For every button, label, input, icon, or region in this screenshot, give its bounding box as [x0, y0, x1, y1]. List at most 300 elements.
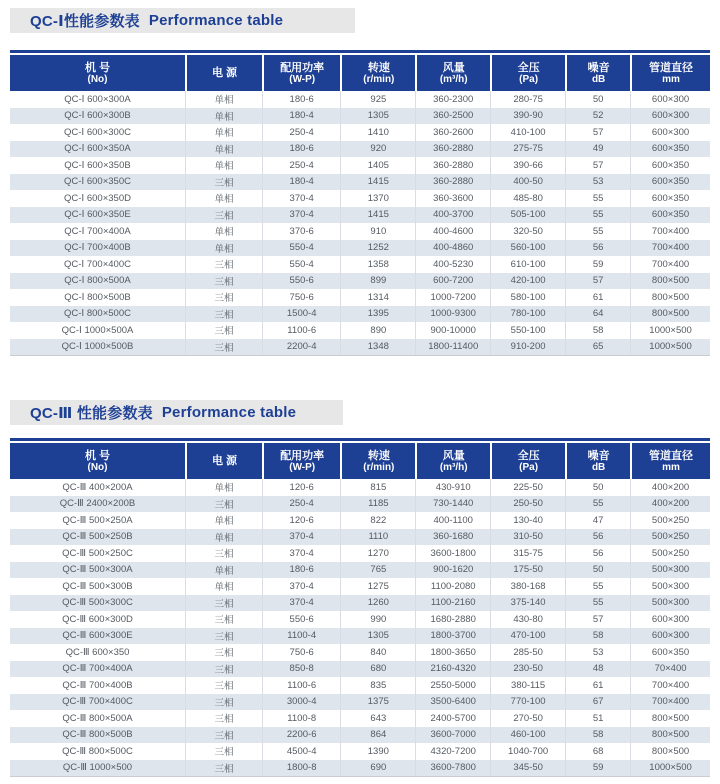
table-cell: 47: [565, 512, 630, 529]
table-cell: 800×500: [630, 306, 710, 323]
table-cell: 三相: [185, 256, 262, 273]
table-cell: 900-1620: [415, 562, 490, 579]
table-cell: 250-4: [262, 157, 340, 174]
table-row: [10, 529, 710, 546]
table-cell: 925: [340, 91, 415, 108]
table-cell: QC-Ⅲ 800×500C: [62, 745, 133, 757]
table-cell: 800×500: [630, 273, 710, 290]
table-cell: 单相: [185, 529, 262, 546]
table-cell: 1110: [340, 529, 415, 546]
table-cell: 430-80: [490, 611, 565, 628]
table-row: [10, 108, 710, 125]
table-cell: 375-140: [490, 595, 565, 612]
table-cell: 500×250: [630, 512, 710, 529]
column-header: 噪音 dB: [565, 55, 630, 91]
table-cell: QC-Ⅰ 600×350A: [64, 143, 131, 155]
table-cell: 单相: [185, 562, 262, 579]
table-cell: 2200-6: [262, 727, 340, 744]
table-cell: 56: [565, 240, 630, 257]
table-cell: 600×350: [630, 190, 710, 207]
table-cell: QC-Ⅲ 400×200A: [62, 481, 133, 493]
table-cell: 三相: [185, 174, 262, 191]
table-cell: 单相: [185, 108, 262, 125]
qc1-title-en: Performance table: [148, 12, 284, 29]
table-row: [10, 743, 710, 760]
table-cell: 53: [565, 174, 630, 191]
table-cell: 690: [340, 760, 415, 777]
table-cell: 345-50: [490, 760, 565, 777]
table-cell: 3600-7000: [415, 727, 490, 744]
table-cell: 55: [565, 578, 630, 595]
table-cell: QC-Ⅰ 800×500A: [64, 275, 131, 287]
table-cell: 360-2880: [415, 157, 490, 174]
table-cell: 400-4600: [415, 223, 490, 240]
table-row: [10, 289, 710, 306]
table-cell: 275-75: [490, 141, 565, 158]
table-cell: 57: [565, 611, 630, 628]
table-cell: 三相: [185, 628, 262, 645]
table-cell: 1100-4: [262, 628, 340, 645]
table-cell: 单相: [185, 240, 262, 257]
table-cell: 750-6: [262, 289, 340, 306]
table-cell: 56: [565, 545, 630, 562]
table-cell: 900-10000: [415, 322, 490, 339]
table-cell: 1405: [340, 157, 415, 174]
table-cell: 310-50: [490, 529, 565, 546]
table-cell: 55: [565, 207, 630, 224]
column-header: 管道直径 mm: [630, 443, 710, 479]
qc3-performance-table: [10, 438, 710, 777]
table-cell: 三相: [185, 760, 262, 777]
table-cell: 1800-3650: [415, 644, 490, 661]
table-cell: 500×250: [630, 529, 710, 546]
table-cell: 3000-4: [262, 694, 340, 711]
table-cell: 67: [565, 694, 630, 711]
table-row: [10, 479, 710, 496]
table-cell: QC-Ⅰ 600×300B: [64, 110, 131, 122]
table-cell: 800×500: [630, 743, 710, 760]
table-cell: 600×300: [630, 108, 710, 125]
column-header: 风量 (m³/h): [415, 55, 490, 91]
table-cell: 单相: [185, 124, 262, 141]
table-cell: 三相: [185, 661, 262, 678]
qc1-table-title: [10, 8, 355, 33]
table-cell: 420-100: [490, 273, 565, 290]
table-row: [10, 545, 710, 562]
table-cell: 550-6: [262, 273, 340, 290]
qc1-performance-table: [10, 50, 710, 356]
table-row: [10, 760, 710, 777]
table-cell: 700×400: [630, 223, 710, 240]
table-cell: 500×300: [630, 578, 710, 595]
table-cell: 1800-3700: [415, 628, 490, 645]
table-cell: 单相: [185, 512, 262, 529]
table-cell: 270-50: [490, 710, 565, 727]
table-cell: 4320-7200: [415, 743, 490, 760]
table-row: [10, 141, 710, 158]
table-cell: 3600-7800: [415, 760, 490, 777]
table-cell: QC-Ⅲ 2400×200B: [59, 498, 136, 510]
table-cell: 55: [565, 496, 630, 513]
table-cell: 1100-6: [262, 322, 340, 339]
table-cell: 53: [565, 644, 630, 661]
table-cell: 400-50: [490, 174, 565, 191]
table-cell: 175-50: [490, 562, 565, 579]
table-cell: 550-4: [262, 240, 340, 257]
table-cell: QC-Ⅰ 600×300A: [64, 93, 131, 105]
column-header: 全压 (Pa): [490, 443, 565, 479]
table-cell: 单相: [185, 157, 262, 174]
table-cell: QC-Ⅲ 500×250C: [62, 547, 133, 559]
table-cell: 360-2300: [415, 91, 490, 108]
table-cell: 600×350: [630, 174, 710, 191]
qc1-table-body: [10, 91, 710, 356]
table-cell: 600-7200: [415, 273, 490, 290]
table-cell: 1800-8: [262, 760, 340, 777]
table-cell: 400×200: [630, 496, 710, 513]
table-row: [10, 256, 710, 273]
table-cell: 910: [340, 223, 415, 240]
table-cell: 单相: [185, 479, 262, 496]
table-cell: 61: [565, 289, 630, 306]
table-cell: 49: [565, 141, 630, 158]
table-row: [10, 644, 710, 661]
table-row: [10, 174, 710, 191]
table-cell: 750-6: [262, 644, 340, 661]
table-row: [10, 496, 710, 513]
table-cell: 三相: [185, 545, 262, 562]
table-cell: 单相: [185, 190, 262, 207]
table-row: [10, 339, 710, 356]
table-cell: QC-Ⅲ 800×500B: [62, 729, 133, 741]
table-cell: 三相: [185, 339, 262, 356]
table-cell: 三相: [185, 273, 262, 290]
table-cell: 1000×500: [630, 339, 710, 356]
table-row: [10, 661, 710, 678]
table-cell: 1800-11400: [415, 339, 490, 356]
table-cell: 1500-4: [262, 306, 340, 323]
qc3-title-zh: QC-Ⅲ 性能参数表: [30, 405, 153, 422]
table-cell: 990: [340, 611, 415, 628]
table-cell: QC-Ⅰ 1000×500A: [61, 324, 134, 336]
table-row: [10, 157, 710, 174]
table-cell: 1000×500: [630, 760, 710, 777]
column-header: 机 号 (No): [84, 449, 111, 473]
table-row: [10, 595, 710, 612]
table-cell: 360-2880: [415, 141, 490, 158]
table-cell: 50: [565, 479, 630, 496]
table-cell: QC-Ⅲ 700×400B: [62, 679, 133, 691]
table-cell: 600×300: [630, 91, 710, 108]
table-cell: 2200-4: [262, 339, 340, 356]
table-row: [10, 727, 710, 744]
table-cell: 815: [340, 479, 415, 496]
table-row: [10, 677, 710, 694]
table-cell: QC-Ⅲ 500×300B: [62, 580, 133, 592]
table-cell: 370-4: [262, 529, 340, 546]
table-cell: QC-Ⅰ 700×400A: [64, 225, 131, 237]
table-cell: 864: [340, 727, 415, 744]
table-cell: 560-100: [490, 240, 565, 257]
table-cell: 1370: [340, 190, 415, 207]
table-cell: QC-Ⅲ 500×250B: [62, 531, 133, 543]
table-cell: QC-Ⅰ 800×500C: [64, 308, 131, 320]
table-cell: 65: [565, 339, 630, 356]
table-cell: 700×400: [630, 240, 710, 257]
table-cell: 285-50: [490, 644, 565, 661]
table-cell: 55: [565, 223, 630, 240]
table-cell: QC-Ⅲ 500×300C: [62, 597, 133, 609]
table-cell: 三相: [185, 611, 262, 628]
table-cell: 1000×500: [630, 322, 710, 339]
table-cell: QC-Ⅰ 700×400B: [64, 242, 131, 254]
table-row: [10, 710, 710, 727]
table-cell: 250-4: [262, 496, 340, 513]
table-cell: 600×350: [630, 207, 710, 224]
table-cell: 120-6: [262, 479, 340, 496]
table-cell: 50: [565, 91, 630, 108]
table-cell: 1252: [340, 240, 415, 257]
table-cell: 400-1100: [415, 512, 490, 529]
table-cell: 360-1680: [415, 529, 490, 546]
table-cell: 三相: [185, 207, 262, 224]
table-cell: 1348: [340, 339, 415, 356]
table-cell: 64: [565, 306, 630, 323]
column-header: 电 源: [185, 443, 262, 479]
table-cell: 59: [565, 256, 630, 273]
table-cell: 250-50: [490, 496, 565, 513]
table-cell: QC-Ⅰ 600×350D: [64, 192, 131, 204]
table-cell: 770-100: [490, 694, 565, 711]
table-row: [10, 124, 710, 141]
table-cell: 52: [565, 108, 630, 125]
table-cell: 3500-6400: [415, 694, 490, 711]
table-cell: 430-910: [415, 479, 490, 496]
table-cell: 180-4: [262, 108, 340, 125]
table-cell: 三相: [185, 710, 262, 727]
table-cell: 1395: [340, 306, 415, 323]
table-cell: QC-Ⅲ 600×350: [65, 646, 130, 658]
table-cell: 370-4: [262, 578, 340, 595]
table-cell: 550-100: [490, 322, 565, 339]
table-cell: 50: [565, 562, 630, 579]
column-header: 风量 (m³/h): [415, 443, 490, 479]
table-cell: 58: [565, 727, 630, 744]
table-cell: 370-6: [262, 223, 340, 240]
table-cell: 1100-6: [262, 677, 340, 694]
table-cell: 700×400: [630, 677, 710, 694]
table-cell: 1185: [340, 496, 415, 513]
table-row: [10, 694, 710, 711]
table-cell: 70×400: [630, 661, 710, 678]
table-cell: 505-100: [490, 207, 565, 224]
table-row: [10, 578, 710, 595]
table-cell: 600×350: [630, 157, 710, 174]
table-cell: QC-Ⅲ 700×400C: [62, 696, 133, 708]
table-cell: 57: [565, 124, 630, 141]
table-cell: 130-40: [490, 512, 565, 529]
table-cell: 600×300: [630, 628, 710, 645]
table-cell: 380-168: [490, 578, 565, 595]
qc3-section: [10, 400, 710, 777]
table-cell: 三相: [185, 743, 262, 760]
table-cell: 730-1440: [415, 496, 490, 513]
table-cell: 225-50: [490, 479, 565, 496]
table-cell: 380-115: [490, 677, 565, 694]
table-cell: 1100-8: [262, 710, 340, 727]
table-cell: 180-6: [262, 91, 340, 108]
table-cell: 1040-700: [490, 743, 565, 760]
table-cell: 1260: [340, 595, 415, 612]
table-cell: 180-4: [262, 174, 340, 191]
table-row: [10, 273, 710, 290]
table-cell: 三相: [185, 644, 262, 661]
table-cell: 三相: [185, 306, 262, 323]
table-cell: 370-4: [262, 190, 340, 207]
table-cell: 360-2600: [415, 124, 490, 141]
table-cell: 180-6: [262, 562, 340, 579]
table-cell: 700×400: [630, 694, 710, 711]
table-cell: 320-50: [490, 223, 565, 240]
table-cell: 360-2880: [415, 174, 490, 191]
table-cell: 58: [565, 322, 630, 339]
table-cell: 三相: [185, 727, 262, 744]
table-cell: 550-6: [262, 611, 340, 628]
table-cell: 三相: [185, 322, 262, 339]
table-cell: 三相: [185, 694, 262, 711]
table-cell: 500×250: [630, 545, 710, 562]
table-cell: 890: [340, 322, 415, 339]
table-cell: 单相: [185, 141, 262, 158]
qc3-table-title: [10, 400, 343, 425]
table-cell: QC-Ⅲ 1000×500: [62, 762, 133, 774]
table-cell: 410-100: [490, 124, 565, 141]
table-cell: 470-100: [490, 628, 565, 645]
table-cell: QC-Ⅲ 700×400A: [62, 663, 133, 675]
table-cell: QC-Ⅰ 600×350B: [64, 159, 131, 171]
table-cell: QC-Ⅲ 500×300A: [62, 564, 133, 576]
table-row: [10, 512, 710, 529]
table-cell: 600×300: [630, 611, 710, 628]
table-cell: 390-66: [490, 157, 565, 174]
table-cell: 920: [340, 141, 415, 158]
table-cell: 1358: [340, 256, 415, 273]
table-row: [10, 240, 710, 257]
table-cell: 68: [565, 743, 630, 760]
table-cell: 610-100: [490, 256, 565, 273]
table-cell: 3600-1800: [415, 545, 490, 562]
table-cell: 58: [565, 628, 630, 645]
table-cell: QC-Ⅲ 600×300E: [62, 630, 133, 642]
column-header: 转速 (r/min): [340, 55, 415, 91]
table-cell: 800×500: [630, 710, 710, 727]
table-cell: 1415: [340, 207, 415, 224]
table-cell: 55: [565, 190, 630, 207]
table-cell: 550-4: [262, 256, 340, 273]
column-header: 电 源: [185, 55, 262, 91]
table-cell: QC-Ⅲ 800×500A: [62, 712, 133, 724]
table-cell: 单相: [185, 91, 262, 108]
table-cell: 1000-9300: [415, 306, 490, 323]
table-cell: QC-Ⅰ 800×500B: [64, 291, 131, 303]
table-cell: 500×300: [630, 562, 710, 579]
table-cell: 850-8: [262, 661, 340, 678]
table-cell: 51: [565, 710, 630, 727]
table-cell: 580-100: [490, 289, 565, 306]
column-header: 全压 (Pa): [490, 55, 565, 91]
table-cell: 三相: [185, 595, 262, 612]
table-cell: 400-4860: [415, 240, 490, 257]
table-cell: 单相: [185, 223, 262, 240]
column-header: 转速 (r/min): [340, 443, 415, 479]
table-cell: 55: [565, 595, 630, 612]
table-cell: 三相: [185, 677, 262, 694]
table-cell: 57: [565, 273, 630, 290]
table-cell: 4500-4: [262, 743, 340, 760]
table-cell: 三相: [185, 496, 262, 513]
table-cell: 1270: [340, 545, 415, 562]
table-cell: 2400-5700: [415, 710, 490, 727]
table-row: [10, 223, 710, 240]
table-row: [10, 562, 710, 579]
table-cell: 600×350: [630, 141, 710, 158]
table-row: [10, 190, 710, 207]
table-cell: 460-100: [490, 727, 565, 744]
table-cell: 1680-2880: [415, 611, 490, 628]
table-cell: 800×500: [630, 289, 710, 306]
table-cell: QC-Ⅰ 600×350E: [64, 209, 131, 221]
table-cell: QC-Ⅲ 500×250A: [62, 514, 133, 526]
table-cell: 315-75: [490, 545, 565, 562]
table-cell: 500×300: [630, 595, 710, 612]
table-cell: 780-100: [490, 306, 565, 323]
table-cell: 48: [565, 661, 630, 678]
table-cell: 899: [340, 273, 415, 290]
table-cell: 1415: [340, 174, 415, 191]
table-row: [10, 628, 710, 645]
column-header: 配用功率 (W-P): [262, 55, 340, 91]
table-cell: 360-2500: [415, 108, 490, 125]
table-row: [10, 611, 710, 628]
qc3-title-en: Performance table: [161, 404, 297, 421]
table-cell: 910-200: [490, 339, 565, 356]
table-cell: 840: [340, 644, 415, 661]
table-cell: QC-Ⅲ 600×300D: [62, 613, 133, 625]
column-header: 配用功率 (W-P): [262, 443, 340, 479]
table-cell: 765: [340, 562, 415, 579]
table-cell: 120-6: [262, 512, 340, 529]
table-cell: 230-50: [490, 661, 565, 678]
table-cell: 643: [340, 710, 415, 727]
table-row: [10, 207, 710, 224]
table-cell: 400-3700: [415, 207, 490, 224]
table-cell: 250-4: [262, 124, 340, 141]
table-cell: 2160-4320: [415, 661, 490, 678]
qc3-table-header-row: [10, 443, 710, 479]
table-cell: 1390: [340, 743, 415, 760]
table-cell: 370-4: [262, 595, 340, 612]
table-cell: 59: [565, 760, 630, 777]
table-cell: 400×200: [630, 479, 710, 496]
table-cell: 800×500: [630, 727, 710, 744]
table-cell: QC-Ⅰ 600×350C: [64, 176, 131, 188]
table-cell: 360-3600: [415, 190, 490, 207]
table-cell: 1000-7200: [415, 289, 490, 306]
table-cell: 1375: [340, 694, 415, 711]
table-cell: 1275: [340, 578, 415, 595]
table-cell: 600×350: [630, 644, 710, 661]
table-cell: 1100-2080: [415, 578, 490, 595]
